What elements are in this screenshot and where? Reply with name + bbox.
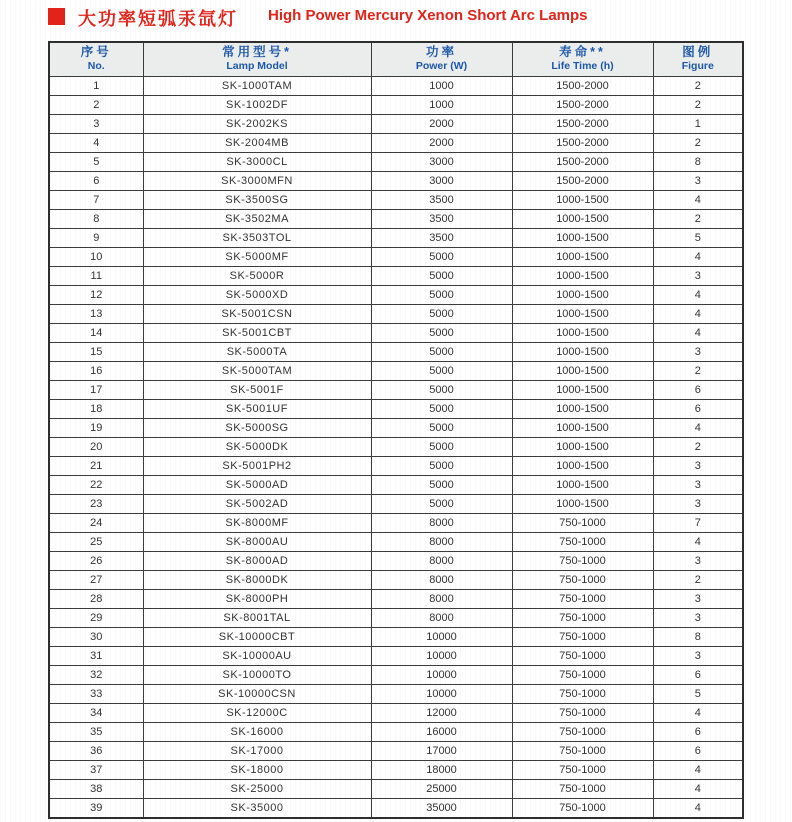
table-row: [49, 76, 743, 95]
cell-model: SK-2004MB: [143, 133, 371, 152]
cell-no: 11: [49, 266, 143, 285]
cell-figure: 2: [653, 209, 743, 228]
table-row: [49, 722, 743, 741]
cell-no: 14: [49, 323, 143, 342]
page-title-english: High Power Mercury Xenon Short Arc Lamps: [268, 7, 588, 24]
cell-life: 750-1000: [512, 646, 653, 665]
cell-life: 750-1000: [512, 608, 653, 627]
cell-no: 18: [49, 399, 143, 418]
column-header-power-zh: 功率: [425, 45, 457, 60]
cell-power: 5000: [371, 494, 512, 513]
cell-no: 21: [49, 456, 143, 475]
cell-power: 16000: [371, 722, 512, 741]
cell-power: 2000: [371, 133, 512, 152]
table-row: [49, 437, 743, 456]
table-row: [49, 627, 743, 646]
cell-power: 8000: [371, 608, 512, 627]
column-header-figure: [653, 42, 743, 76]
table-row: [49, 228, 743, 247]
cell-no: 9: [49, 228, 143, 247]
cell-no: 13: [49, 304, 143, 323]
cell-no: 4: [49, 133, 143, 152]
cell-model: SK-5001PH2: [143, 456, 371, 475]
cell-no: 2: [49, 95, 143, 114]
cell-figure: 2: [653, 133, 743, 152]
table-row: [49, 266, 743, 285]
cell-power: 3500: [371, 228, 512, 247]
cell-power: 5000: [371, 456, 512, 475]
table-row: [49, 798, 743, 818]
cell-figure: 2: [653, 76, 743, 95]
cell-life: 750-1000: [512, 760, 653, 779]
cell-figure: 2: [653, 95, 743, 114]
table-row: [49, 190, 743, 209]
cell-model: SK-3000MFN: [143, 171, 371, 190]
cell-life: 1000-1500: [512, 456, 653, 475]
header-row: [49, 42, 743, 76]
table-row: [49, 95, 743, 114]
cell-power: 8000: [371, 513, 512, 532]
cell-life: 750-1000: [512, 722, 653, 741]
cell-no: 23: [49, 494, 143, 513]
cell-figure: 6: [653, 722, 743, 741]
cell-power: 5000: [371, 418, 512, 437]
cell-figure: 5: [653, 228, 743, 247]
cell-model: SK-3502MA: [143, 209, 371, 228]
cell-life: 750-1000: [512, 532, 653, 551]
cell-figure: 3: [653, 266, 743, 285]
column-header-no: [49, 42, 143, 76]
table-row: [49, 703, 743, 722]
cell-figure: 3: [653, 646, 743, 665]
cell-power: 3000: [371, 152, 512, 171]
cell-life: 1000-1500: [512, 342, 653, 361]
cell-figure: 1: [653, 114, 743, 133]
cell-no: 6: [49, 171, 143, 190]
cell-figure: 8: [653, 152, 743, 171]
cell-model: SK-10000CSN: [143, 684, 371, 703]
cell-life: 1000-1500: [512, 304, 653, 323]
cell-model: SK-8000AU: [143, 532, 371, 551]
cell-power: 10000: [371, 684, 512, 703]
cell-figure: 4: [653, 418, 743, 437]
cell-power: 18000: [371, 760, 512, 779]
table-row: [49, 665, 743, 684]
column-header-figure-zh: 图例: [682, 45, 714, 60]
table-row: [49, 380, 743, 399]
cell-power: 5000: [371, 304, 512, 323]
lamp-table-body: [49, 76, 743, 818]
cell-model: SK-35000: [143, 798, 371, 818]
cell-model: SK-5000TAM: [143, 361, 371, 380]
table-row: [49, 323, 743, 342]
table-row: [49, 171, 743, 190]
cell-power: 10000: [371, 627, 512, 646]
column-header-model-zh: 常用型号*: [222, 45, 292, 60]
cell-life: 1000-1500: [512, 380, 653, 399]
cell-power: 3500: [371, 209, 512, 228]
cell-no: 10: [49, 247, 143, 266]
table-row: [49, 589, 743, 608]
cell-figure: 5: [653, 684, 743, 703]
table-row: [49, 646, 743, 665]
table-row: [49, 361, 743, 380]
cell-no: 27: [49, 570, 143, 589]
cell-figure: 4: [653, 798, 743, 818]
cell-life: 750-1000: [512, 570, 653, 589]
table-row: [49, 779, 743, 798]
cell-power: 17000: [371, 741, 512, 760]
cell-figure: 2: [653, 361, 743, 380]
column-header-lifetime: [512, 42, 653, 76]
cell-power: 5000: [371, 323, 512, 342]
cell-power: 12000: [371, 703, 512, 722]
column-header-no-en: No.: [87, 60, 105, 73]
cell-model: SK-5001CBT: [143, 323, 371, 342]
page-title-chinese: 大功率短弧汞氙灯: [78, 9, 238, 29]
table-row: [49, 494, 743, 513]
cell-no: 24: [49, 513, 143, 532]
cell-life: 750-1000: [512, 703, 653, 722]
cell-figure: 3: [653, 475, 743, 494]
cell-model: SK-5001CSN: [143, 304, 371, 323]
table-row: [49, 133, 743, 152]
cell-figure: 7: [653, 513, 743, 532]
cell-life: 750-1000: [512, 741, 653, 760]
cell-life: 1500-2000: [512, 133, 653, 152]
cell-power: 5000: [371, 399, 512, 418]
table-row: [49, 741, 743, 760]
cell-power: 8000: [371, 532, 512, 551]
table-row: [49, 114, 743, 133]
table-row: [49, 304, 743, 323]
cell-life: 1000-1500: [512, 418, 653, 437]
cell-figure: 3: [653, 171, 743, 190]
cell-no: 34: [49, 703, 143, 722]
cell-figure: 3: [653, 551, 743, 570]
cell-no: 25: [49, 532, 143, 551]
cell-life: 1000-1500: [512, 494, 653, 513]
cell-figure: 3: [653, 342, 743, 361]
cell-life: 750-1000: [512, 665, 653, 684]
table-row: [49, 608, 743, 627]
cell-life: 750-1000: [512, 684, 653, 703]
cell-figure: 3: [653, 456, 743, 475]
table-row: [49, 551, 743, 570]
cell-figure: 3: [653, 494, 743, 513]
table-row: [49, 152, 743, 171]
table-row: [49, 513, 743, 532]
cell-model: SK-1002DF: [143, 95, 371, 114]
cell-life: 1500-2000: [512, 95, 653, 114]
cell-power: 8000: [371, 589, 512, 608]
cell-power: 10000: [371, 665, 512, 684]
cell-figure: 8: [653, 627, 743, 646]
cell-model: SK-8000AD: [143, 551, 371, 570]
cell-power: 5000: [371, 361, 512, 380]
cell-model: SK-5000R: [143, 266, 371, 285]
lamp-table-header: [49, 42, 743, 76]
table-row: [49, 532, 743, 551]
cell-no: 19: [49, 418, 143, 437]
cell-model: SK-1000TAM: [143, 76, 371, 95]
cell-no: 38: [49, 779, 143, 798]
cell-life: 1000-1500: [512, 399, 653, 418]
cell-no: 28: [49, 589, 143, 608]
cell-no: 15: [49, 342, 143, 361]
cell-life: 1000-1500: [512, 209, 653, 228]
cell-model: SK-5000DK: [143, 437, 371, 456]
cell-life: 1500-2000: [512, 76, 653, 95]
cell-figure: 3: [653, 589, 743, 608]
cell-model: SK-3500SG: [143, 190, 371, 209]
cell-life: 750-1000: [512, 779, 653, 798]
cell-no: 17: [49, 380, 143, 399]
cell-model: SK-10000CBT: [143, 627, 371, 646]
cell-life: 1000-1500: [512, 266, 653, 285]
cell-life: 1000-1500: [512, 247, 653, 266]
cell-model: SK-5000SG: [143, 418, 371, 437]
column-header-power-en: Power (W): [415, 60, 468, 73]
table-row: [49, 684, 743, 703]
cell-no: 5: [49, 152, 143, 171]
cell-life: 750-1000: [512, 589, 653, 608]
cell-power: 25000: [371, 779, 512, 798]
cell-life: 1000-1500: [512, 475, 653, 494]
cell-power: 5000: [371, 437, 512, 456]
cell-model: SK-5000MF: [143, 247, 371, 266]
cell-power: 3000: [371, 171, 512, 190]
cell-life: 1000-1500: [512, 437, 653, 456]
column-header-no-zh: 序号: [80, 45, 112, 60]
cell-life: 1000-1500: [512, 190, 653, 209]
cell-model: SK-5001F: [143, 380, 371, 399]
cell-model: SK-10000TO: [143, 665, 371, 684]
cell-figure: 6: [653, 380, 743, 399]
cell-model: SK-5000TA: [143, 342, 371, 361]
cell-life: 1000-1500: [512, 361, 653, 380]
cell-no: 12: [49, 285, 143, 304]
column-header-lifetime-en: Life Time (h): [551, 60, 614, 73]
cell-model: SK-2002KS: [143, 114, 371, 133]
table-row: [49, 247, 743, 266]
table-row: [49, 209, 743, 228]
cell-no: 7: [49, 190, 143, 209]
cell-figure: 4: [653, 190, 743, 209]
cell-no: 8: [49, 209, 143, 228]
cell-power: 5000: [371, 475, 512, 494]
cell-figure: 4: [653, 247, 743, 266]
cell-power: 2000: [371, 114, 512, 133]
cell-no: 3: [49, 114, 143, 133]
cell-no: 20: [49, 437, 143, 456]
cell-life: 1500-2000: [512, 152, 653, 171]
cell-no: 31: [49, 646, 143, 665]
column-header-model-en: Lamp Model: [226, 60, 288, 73]
cell-figure: 4: [653, 532, 743, 551]
cell-figure: 6: [653, 399, 743, 418]
cell-power: 35000: [371, 798, 512, 818]
cell-figure: 4: [653, 285, 743, 304]
table-row: [49, 456, 743, 475]
column-header-lifetime-zh: 寿命**: [559, 45, 606, 60]
cell-model: SK-18000: [143, 760, 371, 779]
cell-model: SK-3000CL: [143, 152, 371, 171]
column-header-power: [371, 42, 512, 76]
cell-no: 36: [49, 741, 143, 760]
column-header-figure-en: Figure: [681, 60, 714, 73]
cell-model: SK-5001UF: [143, 399, 371, 418]
cell-model: SK-8001TAL: [143, 608, 371, 627]
cell-life: 1500-2000: [512, 171, 653, 190]
cell-life: 750-1000: [512, 551, 653, 570]
cell-model: SK-8000PH: [143, 589, 371, 608]
cell-life: 750-1000: [512, 627, 653, 646]
cell-figure: 4: [653, 703, 743, 722]
cell-model: SK-8000MF: [143, 513, 371, 532]
column-header-model: [143, 42, 371, 76]
cell-power: 1000: [371, 76, 512, 95]
table-row: [49, 418, 743, 437]
cell-model: SK-16000: [143, 722, 371, 741]
cell-figure: 4: [653, 304, 743, 323]
cell-figure: 3: [653, 608, 743, 627]
cell-no: 32: [49, 665, 143, 684]
cell-power: 8000: [371, 551, 512, 570]
table-row: [49, 760, 743, 779]
table-row: [49, 342, 743, 361]
cell-power: 1000: [371, 95, 512, 114]
cell-model: SK-17000: [143, 741, 371, 760]
cell-power: 5000: [371, 380, 512, 399]
cell-no: 22: [49, 475, 143, 494]
cell-model: SK-8000DK: [143, 570, 371, 589]
cell-figure: 2: [653, 570, 743, 589]
cell-model: SK-3503TOL: [143, 228, 371, 247]
cell-figure: 6: [653, 665, 743, 684]
cell-no: 33: [49, 684, 143, 703]
cell-power: 5000: [371, 285, 512, 304]
cell-figure: 4: [653, 779, 743, 798]
cell-model: SK-10000AU: [143, 646, 371, 665]
cell-power: 10000: [371, 646, 512, 665]
table-row: [49, 570, 743, 589]
cell-no: 37: [49, 760, 143, 779]
cell-life: 1500-2000: [512, 114, 653, 133]
cell-no: 30: [49, 627, 143, 646]
cell-power: 5000: [371, 342, 512, 361]
cell-figure: 4: [653, 760, 743, 779]
cell-model: SK-5000XD: [143, 285, 371, 304]
cell-power: 3500: [371, 190, 512, 209]
cell-life: 1000-1500: [512, 228, 653, 247]
cell-power: 8000: [371, 570, 512, 589]
cell-model: SK-5000AD: [143, 475, 371, 494]
lamp-spec-table: [48, 41, 744, 819]
cell-figure: 4: [653, 323, 743, 342]
table-row: [49, 399, 743, 418]
cell-model: SK-25000: [143, 779, 371, 798]
cell-figure: 6: [653, 741, 743, 760]
cell-life: 750-1000: [512, 798, 653, 818]
cell-life: 750-1000: [512, 513, 653, 532]
cell-life: 1000-1500: [512, 323, 653, 342]
cell-no: 29: [49, 608, 143, 627]
cell-no: 26: [49, 551, 143, 570]
cell-no: 35: [49, 722, 143, 741]
cell-life: 1000-1500: [512, 285, 653, 304]
cell-model: SK-5002AD: [143, 494, 371, 513]
table-row: [49, 285, 743, 304]
cell-power: 5000: [371, 266, 512, 285]
red-square-bullet-icon: [48, 8, 65, 25]
cell-no: 1: [49, 76, 143, 95]
cell-model: SK-12000C: [143, 703, 371, 722]
cell-power: 5000: [371, 247, 512, 266]
cell-no: 39: [49, 798, 143, 818]
table-row: [49, 475, 743, 494]
cell-figure: 2: [653, 437, 743, 456]
cell-no: 16: [49, 361, 143, 380]
